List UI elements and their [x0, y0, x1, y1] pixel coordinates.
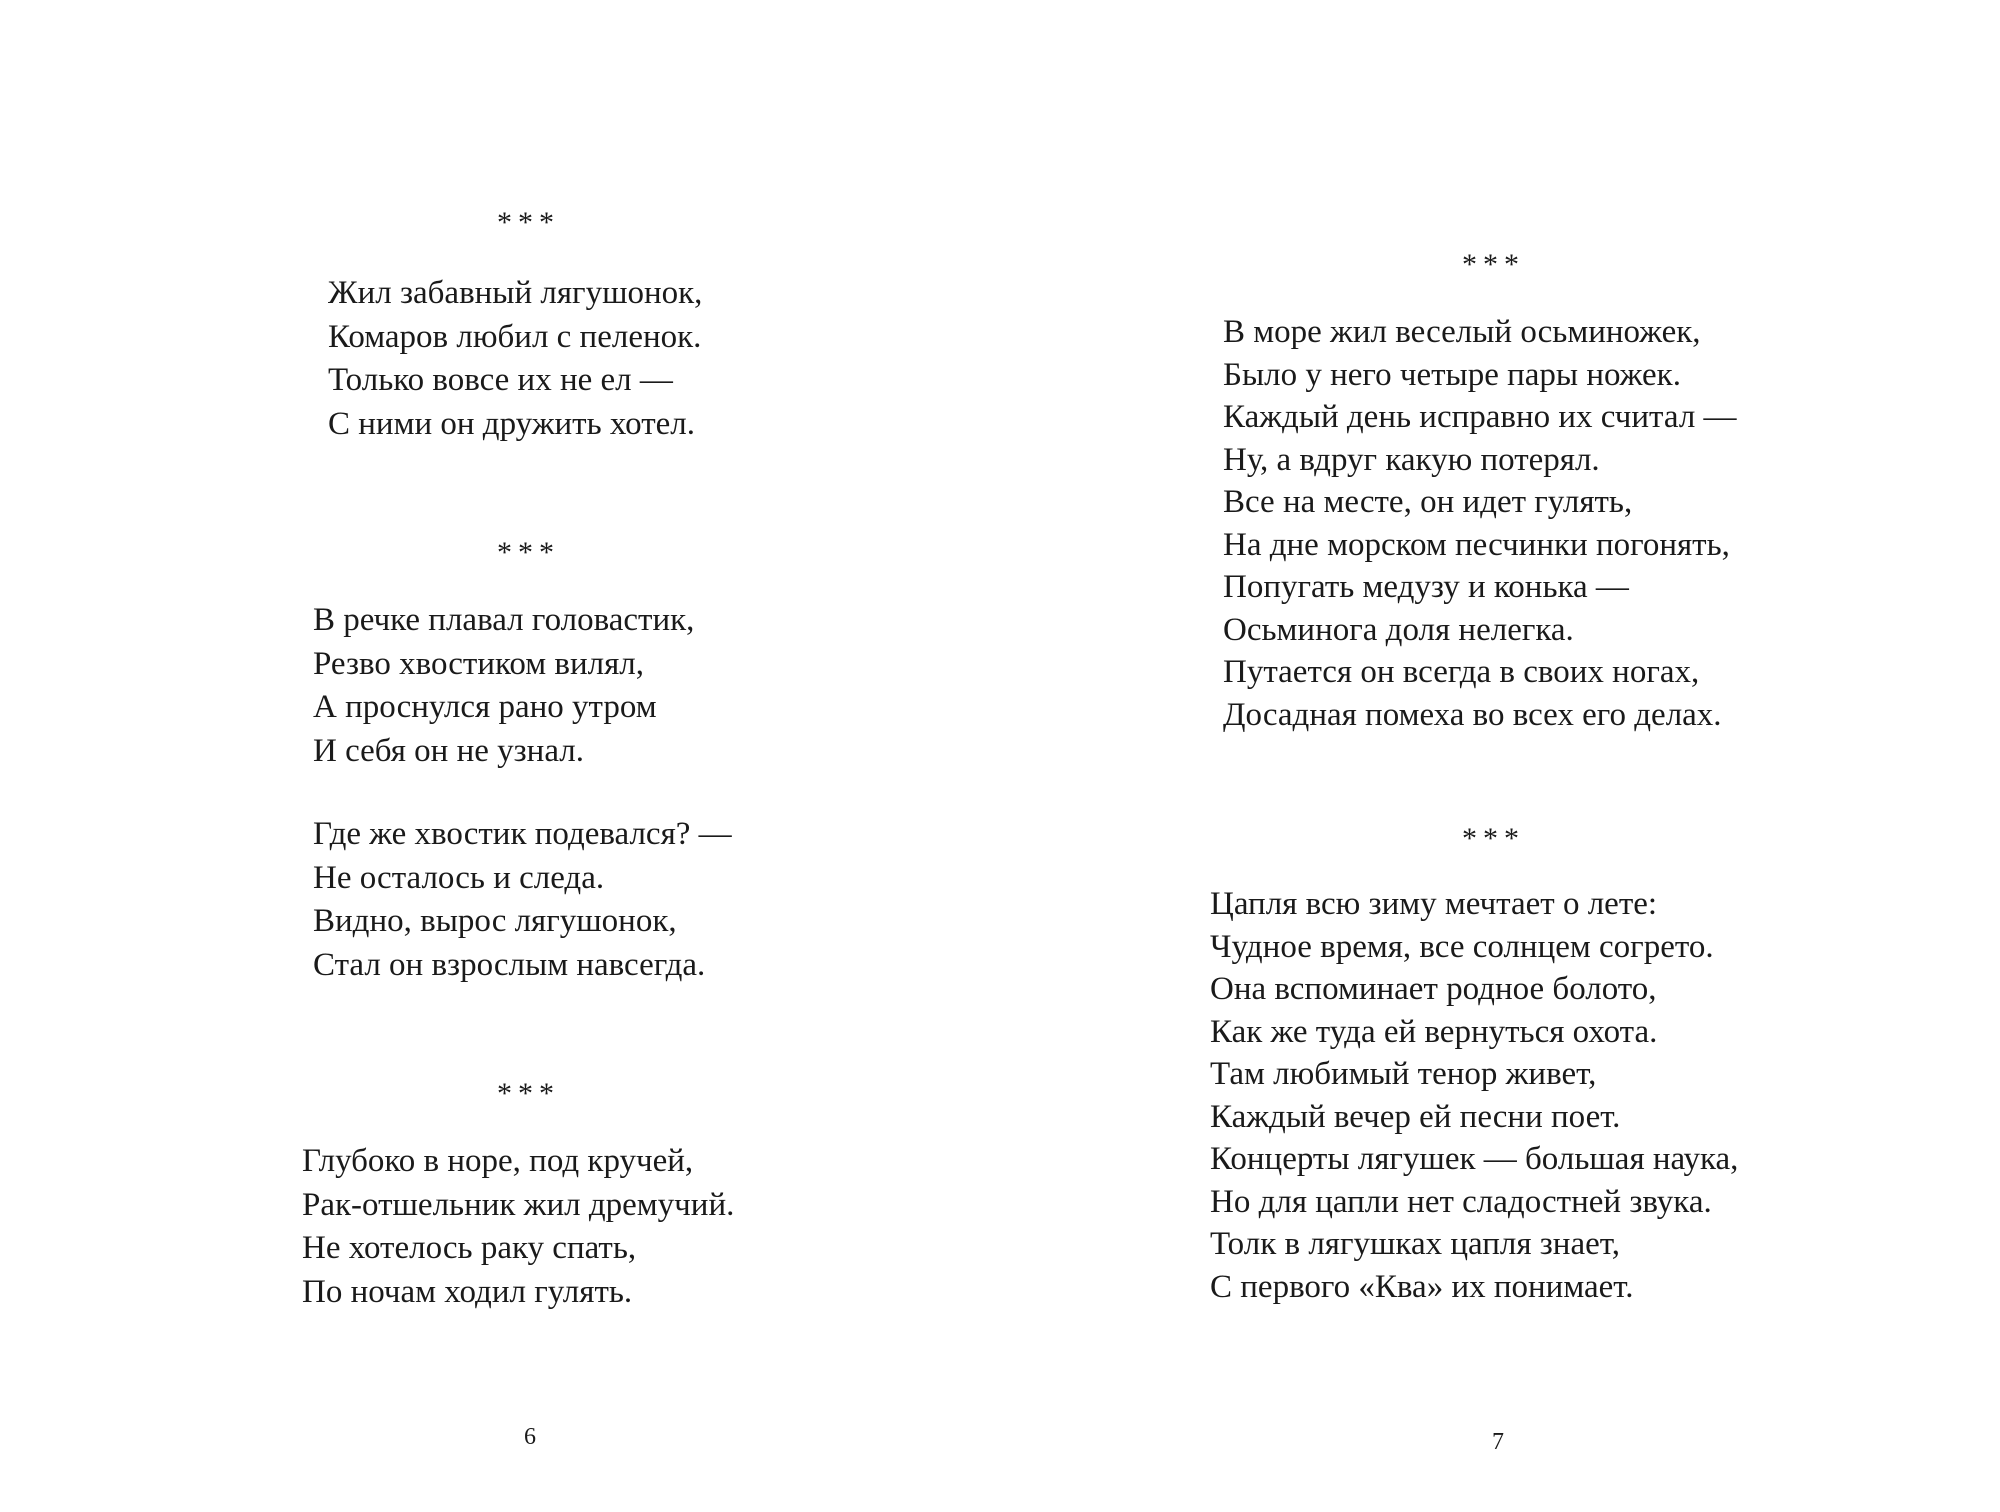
right-page [1000, 0, 2000, 1512]
poem-line: Все на месте, он идет гулять, [1223, 484, 1633, 520]
poem-line: В море жил веселый осьминожек, [1223, 314, 1701, 350]
poem-line: Как же туда ей вернуться охота. [1210, 1013, 1658, 1050]
poem-line: Но для цапли нет сладостней звука. [1210, 1183, 1712, 1220]
poem-line: Каждый день исправно их считал — [1223, 399, 1737, 435]
poem-line: С ними он дружить хотел. [328, 405, 695, 442]
poem-line: Осьминога доля нелегка. [1223, 611, 1574, 648]
poem-line: А проснулся рано утром [313, 689, 657, 725]
poem-line: Чудное время, все солнцем согрето. [1210, 928, 1714, 965]
poem-separator: *** [497, 1077, 560, 1110]
page-number: 7 [1492, 1429, 1504, 1455]
poem-line: Цапля всю зиму мечтает о лете: [1210, 886, 1658, 922]
poem-line: Было у него четыре пары ножек. [1223, 356, 1681, 393]
poem-line: Досадная помеха во всех его делах. [1223, 696, 1722, 733]
poem-line: С первого «Ква» их понимает. [1210, 1268, 1634, 1305]
poem-separator: *** [1462, 822, 1525, 855]
poem-line: Видно, вырос лягушонок, [313, 903, 677, 939]
poem-line: Ну, а вдруг какую потерял. [1223, 441, 1600, 478]
poem-line: И себя он не узнал. [313, 732, 584, 769]
poem-line: Комаров любил с пеленок. [328, 318, 702, 355]
poem-tadpole-stanza-1 [313, 599, 694, 773]
poem-separator: *** [497, 536, 560, 569]
poem-line: Только вовсе их не ел — [328, 362, 673, 398]
poem-line: Где же хвостик подевался? — [313, 816, 732, 852]
poem-line: Глубоко в норе, под кручей, [302, 1143, 694, 1179]
poem-line: В речке плавал головастик, [313, 602, 695, 638]
poem-line: Не осталось и следа. [313, 859, 605, 896]
poem-line: Толк в лягушках цапля знает, [1210, 1226, 1620, 1262]
page-number: 6 [524, 1424, 536, 1450]
poem-tadpole-stanza-2 [313, 813, 732, 987]
poem-line: По ночам ходил гулять. [302, 1273, 633, 1310]
poem-octopus-stanza-1 [1223, 311, 1737, 736]
poem-separator: *** [497, 206, 560, 239]
poem-line: Концерты лягушек — большая наука, [1210, 1141, 1739, 1177]
poem-line: Резво хвостиком вилял, [313, 645, 644, 682]
poem-line: Жил забавный лягушонок, [328, 275, 703, 311]
poem-line: Путается он всегда в своих ногах, [1223, 654, 1700, 690]
poem-line: Стал он взрослым навсегда. [313, 946, 706, 983]
poem-line: Попугать медузу и конька — [1223, 569, 1629, 605]
poem-line: На дне морском песчинки погонять, [1223, 526, 1730, 563]
poem-line: Каждый вечер ей песни поет. [1210, 1098, 1621, 1135]
poem-line: Там любимый тенор живет, [1210, 1056, 1597, 1092]
poem-separator: *** [1462, 248, 1525, 281]
poem-frog-stanza-1 [328, 272, 702, 446]
poem-line: Она вспоминает родное болото, [1210, 971, 1657, 1007]
poem-line: Не хотелось раку спать, [302, 1230, 637, 1266]
poem-heron-stanza-1 [1210, 883, 1738, 1308]
poem-line: Рак-отшельник жил дремучий. [302, 1186, 735, 1223]
poem-hermit-crab-stanza-1 [302, 1140, 734, 1314]
